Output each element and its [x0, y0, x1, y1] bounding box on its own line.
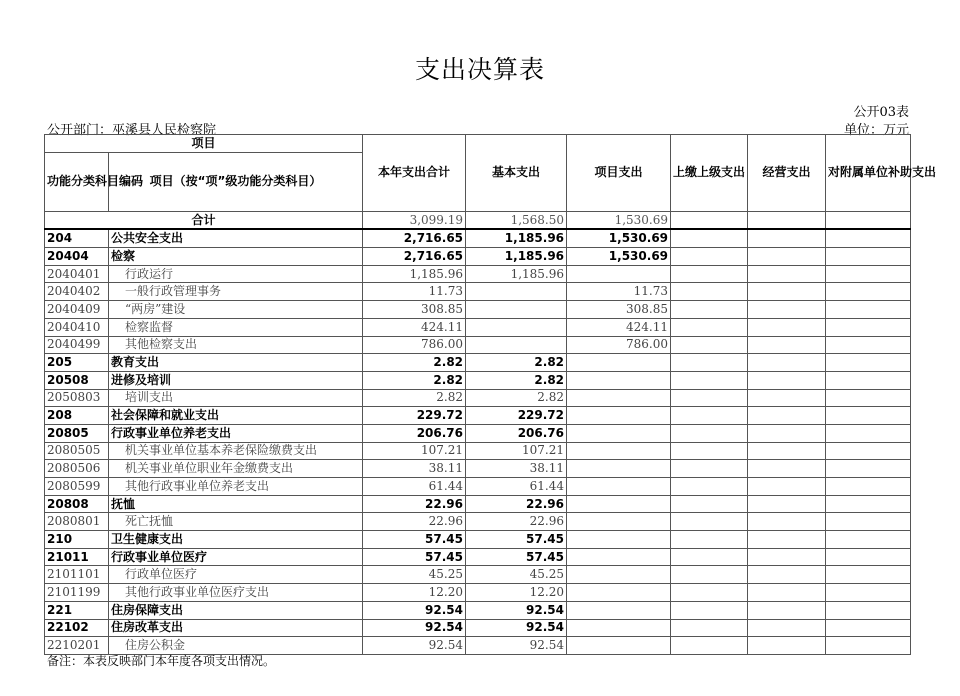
row-name: 一般行政管理事务	[109, 283, 363, 301]
row-subsidy	[826, 637, 911, 655]
row-subsidy	[826, 371, 911, 389]
row-name: 行政单位医疗	[109, 566, 363, 584]
row-basic: 229.72	[466, 407, 567, 425]
row-name: 行政事业单位医疗	[109, 548, 363, 566]
row-project	[567, 371, 671, 389]
row-code: 205	[45, 354, 109, 372]
row-name: 机关事业单位职业年金缴费支出	[109, 460, 363, 478]
row-name: 其他行政事业单位养老支出	[109, 478, 363, 496]
total-project: 1,530.69	[567, 211, 671, 229]
row-upper	[671, 442, 748, 460]
row-name: 行政事业单位养老支出	[109, 424, 363, 442]
row-name: 公共安全支出	[109, 229, 363, 247]
expenditure-table	[44, 134, 937, 655]
row-basic: 1,185.96	[466, 248, 567, 266]
row-upper	[671, 531, 748, 549]
row-basic: 38.11	[466, 460, 567, 478]
row-code: 2101101	[45, 566, 109, 584]
row-business	[748, 601, 826, 619]
row-code: 2050803	[45, 389, 109, 407]
row-subsidy	[826, 478, 911, 496]
row-total: 22.96	[363, 495, 466, 513]
row-basic: 1,185.96	[466, 229, 567, 247]
row-code: 2080505	[45, 442, 109, 460]
row-business	[748, 619, 826, 637]
header-total: 本年支出合计	[363, 135, 466, 212]
table-row	[45, 318, 911, 336]
row-name: 检察	[109, 248, 363, 266]
row-total: 308.85	[363, 301, 466, 319]
row-upper	[671, 548, 748, 566]
row-upper	[671, 637, 748, 655]
row-total: 786.00	[363, 336, 466, 354]
row-basic: 107.21	[466, 442, 567, 460]
row-basic: 57.45	[466, 531, 567, 549]
row-code: 2210201	[45, 637, 109, 655]
row-upper	[671, 601, 748, 619]
row-name: 其他检察支出	[109, 336, 363, 354]
row-project	[567, 354, 671, 372]
row-business	[748, 248, 826, 266]
row-name: 抚恤	[109, 495, 363, 513]
row-code: 2040402	[45, 283, 109, 301]
row-project	[567, 424, 671, 442]
row-project	[567, 407, 671, 425]
row-subsidy	[826, 336, 911, 354]
row-code: 2040401	[45, 265, 109, 283]
table-row	[45, 531, 911, 549]
row-name: 其他行政事业单位医疗支出	[109, 584, 363, 602]
table-row	[45, 495, 911, 513]
table-row	[45, 424, 911, 442]
row-total: 424.11	[363, 318, 466, 336]
row-subsidy	[826, 354, 911, 372]
row-project: 1,530.69	[567, 248, 671, 266]
total-upper	[671, 211, 748, 229]
row-subsidy	[826, 424, 911, 442]
row-project	[567, 460, 671, 478]
row-basic: 45.25	[466, 566, 567, 584]
row-code: 22102	[45, 619, 109, 637]
row-name: 住房改革支出	[109, 619, 363, 637]
row-subsidy	[826, 248, 911, 266]
table-row	[45, 407, 911, 425]
row-project: 786.00	[567, 336, 671, 354]
page-title: 支出决算表	[414, 55, 545, 84]
table-row	[45, 460, 911, 478]
row-subsidy	[826, 407, 911, 425]
row-total: 12.20	[363, 584, 466, 602]
form-number: 公开03表	[853, 105, 909, 120]
row-name: 行政运行	[109, 265, 363, 283]
row-code: 2080506	[45, 460, 109, 478]
row-name: 培训支出	[109, 389, 363, 407]
row-subsidy	[826, 318, 911, 336]
row-project	[567, 637, 671, 655]
row-subsidy	[826, 460, 911, 478]
row-basic	[466, 336, 567, 354]
row-code: 2080801	[45, 513, 109, 531]
row-project	[567, 513, 671, 531]
row-basic	[466, 283, 567, 301]
row-total: 206.76	[363, 424, 466, 442]
table-row	[45, 229, 911, 247]
table-row	[45, 371, 911, 389]
row-code: 20508	[45, 371, 109, 389]
row-basic: 1,185.96	[466, 265, 567, 283]
table-row	[45, 513, 911, 531]
row-code: 2080599	[45, 478, 109, 496]
row-upper	[671, 513, 748, 531]
row-total: 92.54	[363, 637, 466, 655]
row-name: 检察监督	[109, 318, 363, 336]
row-business	[748, 301, 826, 319]
row-name: 进修及培训	[109, 371, 363, 389]
total-label: 合计	[45, 211, 363, 229]
row-basic	[466, 301, 567, 319]
row-basic: 92.54	[466, 619, 567, 637]
table-row	[45, 301, 911, 319]
footnote: 备注：本表反映部门本年度各项支出情况。	[47, 654, 276, 668]
row-business	[748, 371, 826, 389]
row-business	[748, 566, 826, 584]
row-basic	[466, 318, 567, 336]
unit-label: 单位：万元	[843, 123, 909, 138]
row-basic: 22.96	[466, 495, 567, 513]
table-row	[45, 584, 911, 602]
row-upper	[671, 389, 748, 407]
row-basic: 2.82	[466, 354, 567, 372]
row-business	[748, 478, 826, 496]
row-business	[748, 637, 826, 655]
row-business	[748, 531, 826, 549]
row-upper	[671, 619, 748, 637]
header-basic: 基本支出	[466, 135, 567, 212]
row-name: “两房”建设	[109, 301, 363, 319]
total-basic: 1,568.50	[466, 211, 567, 229]
row-business	[748, 318, 826, 336]
row-total: 45.25	[363, 566, 466, 584]
row-upper	[671, 354, 748, 372]
table-row	[45, 248, 911, 266]
row-name: 社会保障和就业支出	[109, 407, 363, 425]
row-upper	[671, 301, 748, 319]
row-project	[567, 619, 671, 637]
row-business	[748, 513, 826, 531]
row-business	[748, 584, 826, 602]
table-row	[45, 566, 911, 584]
row-basic: 57.45	[466, 548, 567, 566]
header-business: 经营支出	[748, 135, 826, 212]
row-upper	[671, 229, 748, 247]
row-code: 204	[45, 229, 109, 247]
header-code: 功能分类科目编码	[45, 152, 109, 211]
row-total: 57.45	[363, 548, 466, 566]
row-project	[567, 584, 671, 602]
header-subsidy: 对附属单位补助支出	[826, 135, 911, 212]
row-project	[567, 601, 671, 619]
row-upper	[671, 265, 748, 283]
table-row	[45, 442, 911, 460]
row-subsidy	[826, 601, 911, 619]
row-total: 107.21	[363, 442, 466, 460]
row-code: 2040499	[45, 336, 109, 354]
row-subsidy	[826, 265, 911, 283]
row-business	[748, 442, 826, 460]
header-upper: 上缴上级支出	[671, 135, 748, 212]
row-basic: 2.82	[466, 389, 567, 407]
row-basic: 22.96	[466, 513, 567, 531]
row-total: 22.96	[363, 513, 466, 531]
row-business	[748, 336, 826, 354]
row-upper	[671, 478, 748, 496]
row-subsidy	[826, 584, 911, 602]
row-basic: 61.44	[466, 478, 567, 496]
header-project-expenditure: 项目支出	[567, 135, 671, 212]
row-business	[748, 460, 826, 478]
row-basic: 92.54	[466, 637, 567, 655]
row-code: 20404	[45, 248, 109, 266]
row-subsidy	[826, 619, 911, 637]
row-project: 424.11	[567, 318, 671, 336]
row-subsidy	[826, 548, 911, 566]
table-row	[45, 336, 911, 354]
row-business	[748, 548, 826, 566]
total-row	[45, 211, 911, 229]
row-subsidy	[826, 389, 911, 407]
row-project	[567, 442, 671, 460]
row-basic: 2.82	[466, 371, 567, 389]
row-subsidy	[826, 283, 911, 301]
row-total: 38.11	[363, 460, 466, 478]
row-name: 机关事业单位基本养老保险缴费支出	[109, 442, 363, 460]
row-project	[567, 389, 671, 407]
table-row	[45, 265, 911, 283]
row-total: 2,716.65	[363, 248, 466, 266]
total-business	[748, 211, 826, 229]
row-code: 210	[45, 531, 109, 549]
row-project: 1,530.69	[567, 229, 671, 247]
row-total: 1,185.96	[363, 265, 466, 283]
row-total: 2.82	[363, 354, 466, 372]
table-row	[45, 601, 911, 619]
row-upper	[671, 248, 748, 266]
row-subsidy	[826, 442, 911, 460]
row-name: 住房保障支出	[109, 601, 363, 619]
row-code: 2040410	[45, 318, 109, 336]
row-total: 2,716.65	[363, 229, 466, 247]
row-total: 57.45	[363, 531, 466, 549]
row-upper	[671, 424, 748, 442]
row-upper	[671, 371, 748, 389]
row-total: 92.54	[363, 601, 466, 619]
row-total: 61.44	[363, 478, 466, 496]
row-business	[748, 229, 826, 247]
row-upper	[671, 495, 748, 513]
row-business	[748, 283, 826, 301]
table-row	[45, 548, 911, 566]
table-row	[45, 478, 911, 496]
total-amount: 3,099.19	[363, 211, 466, 229]
row-upper	[671, 336, 748, 354]
row-total: 2.82	[363, 371, 466, 389]
row-business	[748, 265, 826, 283]
header-name: 项目（按“项”级功能分类科目）	[109, 152, 363, 211]
row-total: 229.72	[363, 407, 466, 425]
row-project	[567, 478, 671, 496]
row-business	[748, 424, 826, 442]
row-business	[748, 354, 826, 372]
row-code: 2040409	[45, 301, 109, 319]
row-subsidy	[826, 495, 911, 513]
table-row	[45, 283, 911, 301]
row-business	[748, 495, 826, 513]
row-business	[748, 389, 826, 407]
row-code: 221	[45, 601, 109, 619]
row-project	[567, 265, 671, 283]
row-name: 住房公积金	[109, 637, 363, 655]
row-business	[748, 407, 826, 425]
row-upper	[671, 460, 748, 478]
row-code: 20808	[45, 495, 109, 513]
row-project: 308.85	[567, 301, 671, 319]
row-code: 208	[45, 407, 109, 425]
row-code: 21011	[45, 548, 109, 566]
row-project	[567, 495, 671, 513]
row-code: 20805	[45, 424, 109, 442]
row-total: 92.54	[363, 619, 466, 637]
row-basic: 92.54	[466, 601, 567, 619]
table-row	[45, 619, 911, 637]
row-project	[567, 531, 671, 549]
row-project	[567, 566, 671, 584]
row-upper	[671, 566, 748, 584]
row-total: 11.73	[363, 283, 466, 301]
row-project	[567, 548, 671, 566]
row-upper	[671, 283, 748, 301]
row-upper	[671, 407, 748, 425]
row-subsidy	[826, 566, 911, 584]
row-project: 11.73	[567, 283, 671, 301]
row-name: 死亡抚恤	[109, 513, 363, 531]
row-upper	[671, 318, 748, 336]
row-subsidy	[826, 531, 911, 549]
total-subsidy	[826, 211, 911, 229]
row-subsidy	[826, 513, 911, 531]
department-label: 公开部门：巫溪县人民检察院	[47, 123, 217, 138]
row-code: 2101199	[45, 584, 109, 602]
row-upper	[671, 584, 748, 602]
row-name: 教育支出	[109, 354, 363, 372]
header-project: 项目	[45, 135, 363, 153]
row-basic: 12.20	[466, 584, 567, 602]
row-basic: 206.76	[466, 424, 567, 442]
row-name: 卫生健康支出	[109, 531, 363, 549]
row-subsidy	[826, 301, 911, 319]
header-row-1	[45, 135, 911, 153]
table-row	[45, 389, 911, 407]
table-row	[45, 354, 911, 372]
row-total: 2.82	[363, 389, 466, 407]
row-subsidy	[826, 229, 911, 247]
